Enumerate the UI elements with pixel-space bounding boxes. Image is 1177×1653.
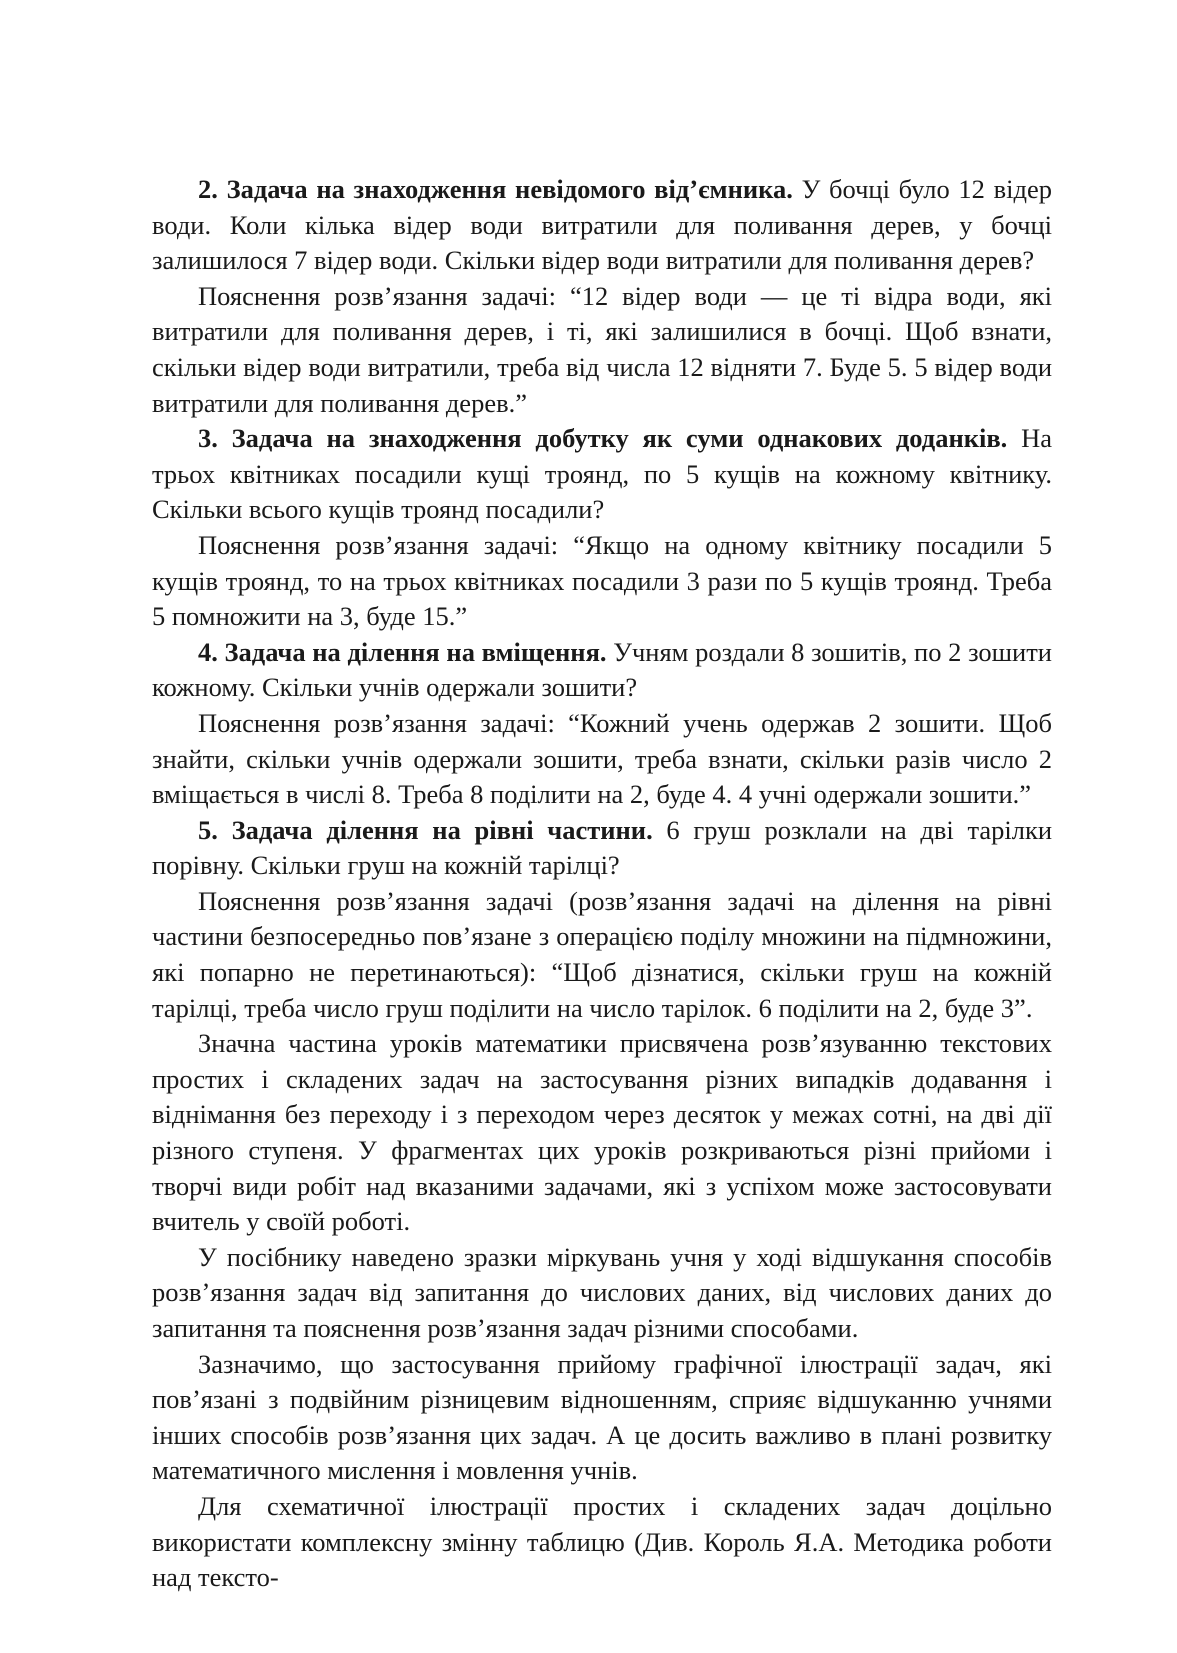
paragraph-task-3-explanation: Пояснення розв’язання задачі: “Якщо на одному квітнику посадили 5 кущів троянд, то на трьох квітниках посадили 3 рази по 5 кущів троянд. Треба 5 помножити на 3, буде 15.” [152,529,1052,632]
paragraph-task-4 [152,635,1052,706]
paragraph-task-5-explanation: Пояснення розв’язання задачі (розв’язання задачі на ділення на рівні частини безпосередньо пов’язане з операцією поділу множини на підмножини, які попарно не перетинаються): “Щоб дізнатися, скільки груш на кожній тарілці, треба число груш поділити на число тарілок. 6 поділити на 2, буде 3”. [152,885,1052,1023]
task-2-heading: 2. Задача на знаходження невідомого від’ємника. [198,174,793,204]
page-body [152,172,1052,1596]
task-4-text: Учням роздали 8 зошитів, по 2 зошити кожному. Скільки учнів одержали зошити? [152,636,1052,703]
paragraph-graphic-illustration: Зазначимо, що застосування прийому графічної ілюстрації задач, які пов’язані з подвійним різницевим відношенням, сприяє відшуканню учнями інших способів розв’язання цих задач. А це досить важливо в плані розвитку математичного мислення і мовлення учнів. [152,1348,1052,1486]
paragraph-task-4-explanation: Пояснення розв’язання задачі: “Кожний учень одержав 2 зошити. Щоб знайти, скільки учнів одержали зошити, треба взнати, скільки разів число 2 вміщається в числі 8. Треба 8 поділити на 2, буде 4. 4 учні одержали зошити.” [152,707,1052,810]
paragraph-task-2-explanation: Пояснення розв’язання задачі: “12 відер води — це ті відра води, які витратили для поливання дерев, і ті, які залишилися в бочці. Щоб взнати, скільки відер води витратили, треба від числа 12 відняти 7. Буде 5. 5 відер води витратили для поливання дерев.” [152,280,1052,418]
task-3-heading: 3. Задача на знаходження добутку як суми однакових доданків. [198,423,1008,454]
task-4-heading: 4. Задача на ділення на вміщення. [198,636,607,667]
task-2-text: У бочці було 12 відер води. Коли кілька відер води витратили для поливання дерев, у бочці залишилося 7 відер води. Скільки відер води витратили для поливання дерев? [152,174,1052,276]
task-5-text: 6 груш розклали на дві тарілки порівну. Скільки груш на кожній тарілці? [152,814,1053,881]
paragraph-schematic-table: Для схематичної ілюстрації простих і складених задач доцільно використати комплексну змінну таблицю (Див. Король Я.А. Методика роботи над тексто- [152,1490,1052,1593]
task-5-heading: 5. Задача ділення на рівні частини. [198,814,653,845]
paragraph-task-3 [152,421,1052,528]
paragraph-task-5 [152,813,1052,884]
paragraph-lessons: Значна частина уроків математики присвячена розв’язуванню текстових простих і складених задач на застосування різних випадків додавання і віднімання без переходу і з переходом через десяток у межах сотні, на дві дії різного ступеня. У фрагментах цих уроків розкриваються різні прийоми і творчі види робіт над вказаними задачами, які з успіхом може застосовувати вчитель у своїй роботі. [152,1028,1052,1237]
task-3-text: На трьох квітниках посадили кущі троянд, по 5 кущів на кожному квітнику. Скільки всього кущів троянд посадили? [152,423,1052,525]
paragraph-task-2 [152,172,1052,279]
paragraph-manual: У посібнику наведено зразки міркувань учня у ході відшукання способів розв’язання задач від запитання до числових даних, від числових даних до запитання та пояснення розв’язання задач різними способами. [152,1241,1052,1343]
